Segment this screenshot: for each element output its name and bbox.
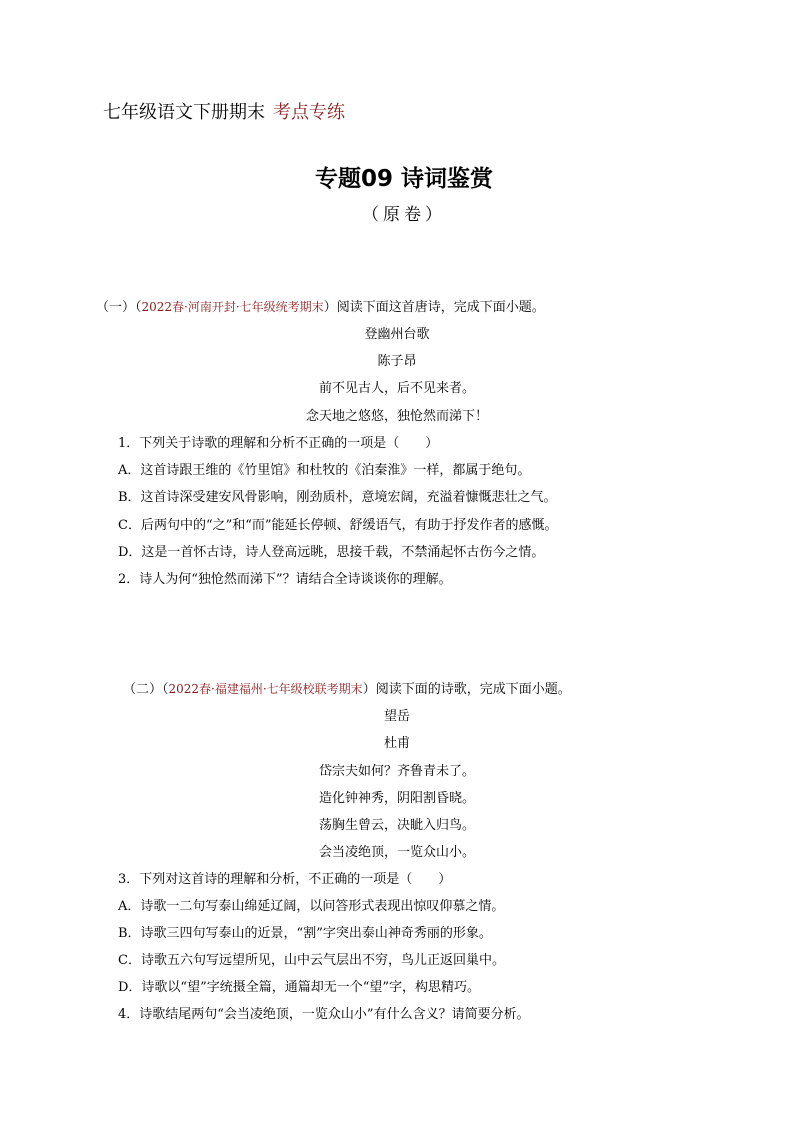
header-left: 七年级语文下册期末 — [103, 102, 265, 123]
q3-option-d: D．诗歌以“望”字统摄全篇，通篇却无一个“望”字，构思精巧。 — [118, 980, 481, 995]
section2-prefix-close: ） — [362, 682, 376, 697]
q3-option-c: C．诗歌五六句写远望所见，山中云气层出不穷，鸟儿正返回巢中。 — [118, 953, 505, 968]
section2-prefix: （二）（ — [123, 682, 169, 697]
q3-option-b: B．诗歌三四句写泰山的近景，“割”字突出泰山神奇秀丽的形象。 — [118, 926, 492, 941]
page-header — [103, 98, 345, 124]
q3-option-a: A．诗歌一二句写泰山绵延辽阔，以问答形式表现出惊叹仰慕之情。 — [118, 899, 505, 914]
q1-option-a: A．这首诗跟王维的《竹里馆》和杜牧的《泊秦淮》一样，都属于绝句。 — [118, 463, 531, 478]
poem1-title: 登幽州台歌 — [364, 327, 430, 342]
question-2: 2．诗人为何“独怆然而涕下”？请结合全诗谈谈你的理解。 — [118, 572, 452, 587]
section2-heading — [123, 678, 571, 697]
header-right: 考点专练 — [273, 102, 345, 123]
poem2-line: 岱宗夫如何？齐鲁青未了。 — [318, 764, 475, 779]
page-subtitle: （原卷） — [362, 205, 446, 225]
section1-heading — [96, 296, 545, 315]
poem1-author: 陈子昂 — [377, 354, 417, 369]
section1-source: 2022春·河南开封·七年级统考期末 — [141, 300, 324, 314]
section1-intro: 阅读下面这首唐诗，完成下面小题。 — [336, 300, 545, 315]
poem2-line: 荡胸生曾云，决眦入归鸟。 — [318, 818, 475, 833]
question-4: 4．诗歌结尾两句“会当凌绝顶，一览众山小”有什么含义？请简要分析。 — [118, 1007, 530, 1022]
page-title: 专题09 诗词鉴赏 — [314, 166, 493, 192]
question-3: 3．下列对这首诗的理解和分析，不正确的一项是（ ） — [118, 872, 452, 887]
section1-prefix: （一）（ — [96, 300, 142, 315]
poem2-line: 会当凌绝顶，一览众山小。 — [318, 845, 475, 860]
section2-intro: 阅读下面的诗歌，完成下面小题。 — [375, 682, 571, 697]
q1-option-c: C．后两句中的“之”和“而”能延长停顿、舒缓语气，有助于抒发作者的感慨。 — [118, 518, 558, 533]
question-1: 1．下列关于诗歌的理解和分析不正确的一项是（ ） — [118, 436, 439, 451]
poem2-title: 望岳 — [383, 709, 410, 724]
q1-option-d: D．这是一首怀古诗，诗人登高远眺，思接千载，不禁涌起怀古伤今之情。 — [118, 545, 545, 560]
poem2-line: 造化钟神秀，阴阳割昏晓。 — [318, 791, 475, 806]
poem2-author: 杜甫 — [383, 736, 410, 751]
q1-option-b: B．这首诗深受建安风骨影响，刚劲质朴，意境宏阔，充溢着慷慨悲壮之气。 — [118, 490, 557, 505]
poem1-line: 念天地之悠悠，独怆然而涕下！ — [305, 409, 488, 424]
section1-prefix-close: ） — [323, 300, 337, 315]
poem1-line: 前不见古人，后不见来者。 — [318, 381, 475, 396]
section2-source: 2022春·福建福州·七年级校联考期末 — [168, 682, 363, 696]
